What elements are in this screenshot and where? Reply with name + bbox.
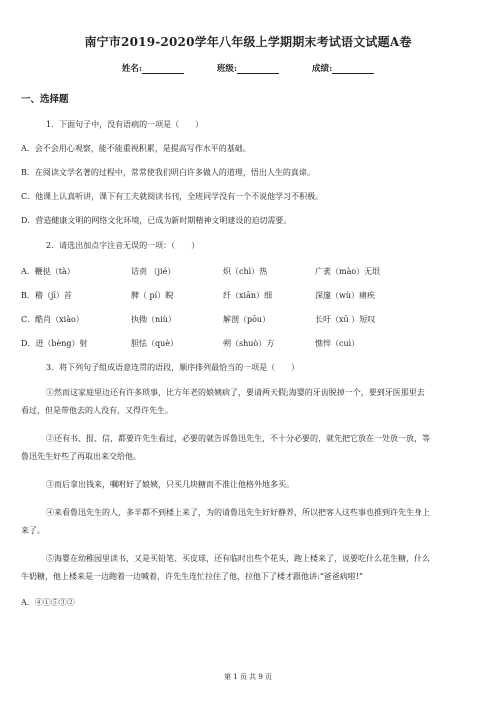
q2-a-1: A．鞭挞（tà） [21,267,75,276]
q3-item-1-line-1: ①然而这家庭里边还有许多琐事，比方年老的娘姨病了，要请两天假;海婴的牙齿脱掉一个，要到牙医那里去 [46,388,425,397]
score-field [312,62,374,74]
q2-d-3: 朔（shuò）方 [223,339,275,348]
page-footer: 第 1 页 共 9 页 [223,673,273,681]
score-blank [332,64,374,74]
class-field [217,62,279,74]
q2-option-row-d [21,338,359,349]
name-field [122,62,184,74]
q2-stem: 2．请选出加点字注音无误的一项：（ ） [46,241,200,250]
q3-stem: 3．将下列句子组成语意连贯的语段，顺序排列最恰当的一项是（ ） [46,363,300,372]
q2-option-row-a [21,266,380,277]
q2-d-2: 胆怯（què） [131,339,179,348]
q2-a-4: 广袤（mào）无垠 [315,267,381,276]
q2-b-3: 纤（xiān）细 [223,291,272,300]
q2-b-1: B．稽（jī）首 [21,291,72,300]
page-title: 南宁市2019-2020学年八年级上学期期末考试语文试题A卷 [84,35,412,49]
q2-c-1: C．酷肖（xiào） [21,315,84,324]
q2-option-row-b [21,290,375,301]
q3-item-2-line-2: 鲁迅先生好些了再取出来交给他。 [21,452,141,461]
q2-c-3: 解剖（pōu） [223,315,271,324]
q2-b-4: 深邃（wù）痛疾 [315,291,375,300]
class-blank [237,64,279,74]
q1-option-d: D．营造健康文明的网络文化环境，已成为新时期精神文明建设的迫切需要。 [21,216,292,225]
section-heading: 一、选择题 [21,94,69,105]
q1-option-a: A．会不会用心观察，能不能重视积累，是提高写作水平的基础。 [21,144,251,153]
score-label: 成绩: [312,64,333,74]
q3-option-a: A．④①⑤③② [21,598,75,607]
q2-b-2: 脾（ pí）睨 [131,291,174,300]
q2-option-row-c [21,314,375,325]
q1-option-b: B．在阅读文学名著的过程中，常常使我们明白许多做人的道理，悟出人生的真谛。 [21,168,315,177]
name-label: 姓名: [121,64,142,74]
q1-option-c: C．他课上认真听讲，课下有工夫就阅读书刊，全班同学没有一个不说他学习不积极。 [21,192,324,201]
q2-d-1: D．迸（bèng）射 [21,339,88,348]
q2-c-2: 执拗（niù） [131,315,176,324]
q3-item-5-line-2: 牛奶糖，他上楼来是一边跑着一边喊着，许先生连忙拉住了他，拉他下了楼才跟他讲:“爸爸病啦!” [21,572,364,581]
class-label: 班级: [216,64,238,74]
q3-item-5-line-1: ⑤海婴在幼稚园里读书，又是买铅笔、买皮球，还有临时出些个花头，跑上楼来了，说要吃什么花生糖，什么 [46,554,430,563]
q3-item-3: ③而后拿出钱来，嘱咐好了娘姨，只买几块糖而不准让他格外地多买。 [46,480,294,489]
name-blank [142,64,184,74]
q1-stem: 1．下面句子中，没有语病的一项是（ ） [46,120,204,129]
q3-item-1-line-2: 看过，但是带他去的人没有，又得许先生。 [21,406,173,415]
q3-item-4-line-2: 来了。 [21,526,45,535]
student-info-row [0,62,496,74]
q2-a-2: 诘责 （jié） [131,267,176,276]
q2-c-4: 长吁（xū ）短叹 [315,315,376,324]
q2-a-3: 炽（chì）热 [223,267,268,276]
q3-item-2-line-1: ②还有书、报、信，都要许先生看过，必要的就告诉鲁迅先生，不十分必要的，就先把它放在一处放一放，等 [46,434,430,443]
q3-item-4-line-1: ④来看鲁迅先生的人，多半都不到楼上来了，为的请鲁迅先生好好静养，所以把客人这些事也推到许先生身上 [46,508,430,517]
q2-d-4: 憔悴（cuì） [315,339,360,348]
